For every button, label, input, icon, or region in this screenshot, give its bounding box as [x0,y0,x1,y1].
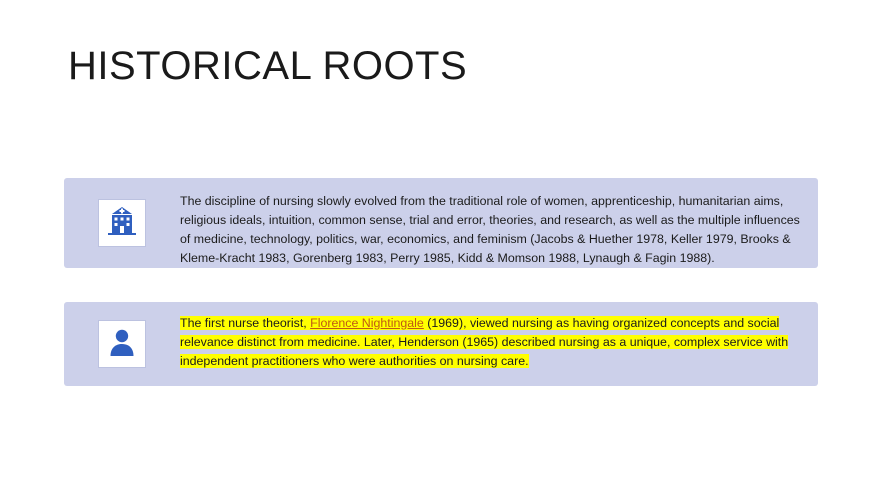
text-cell [180,302,818,385]
icon-cell [64,302,180,386]
icon-frame [98,199,146,247]
paragraph-line-1 [180,314,800,333]
paragraph-line-2 [180,333,800,352]
paragraph-line-1-post: (1969), viewed nursing as having organized concepts and social [423,316,780,330]
person-avatar-icon [106,326,138,363]
icon-frame [98,320,146,368]
hospital-building-icon [105,205,139,242]
paragraph-discipline: The discipline of nursing slowly evolved from the traditional role of women, apprenticeship, humanitarian aims, religious ideals, intuition, common sense, trial and error, theories, and research, as well as the multiple influences of medicine, technology, politics, war, economics, and feminism (Jacobs & Huether 1978, Keller 1979, Brooks & Kleme-Kracht 1983, Gorenberg 1983, Perry 1985, Kidd & Momson 1988, Lynaugh & Fagin 1988). [180,194,800,265]
paragraph-line-3 [180,352,800,371]
content-block-discipline [64,178,818,268]
paragraph-line-1-pre: The first nurse theorist, [180,316,311,330]
florence-nightingale-link[interactable]: Florence Nightingale [310,316,424,330]
paragraph-line-2-text: relevance distinct from medicine. Later, Henderson (1965) described nursing as a unique, complex service with [180,335,789,349]
paragraph-theorists [180,314,800,371]
text-cell [180,178,818,282]
page-title: HISTORICAL ROOTS [68,44,468,88]
paragraph-line-3-text: independent practitioners who were authorities on nursing care. [180,354,529,368]
content-block-theorists [64,302,818,386]
icon-cell [64,178,180,268]
